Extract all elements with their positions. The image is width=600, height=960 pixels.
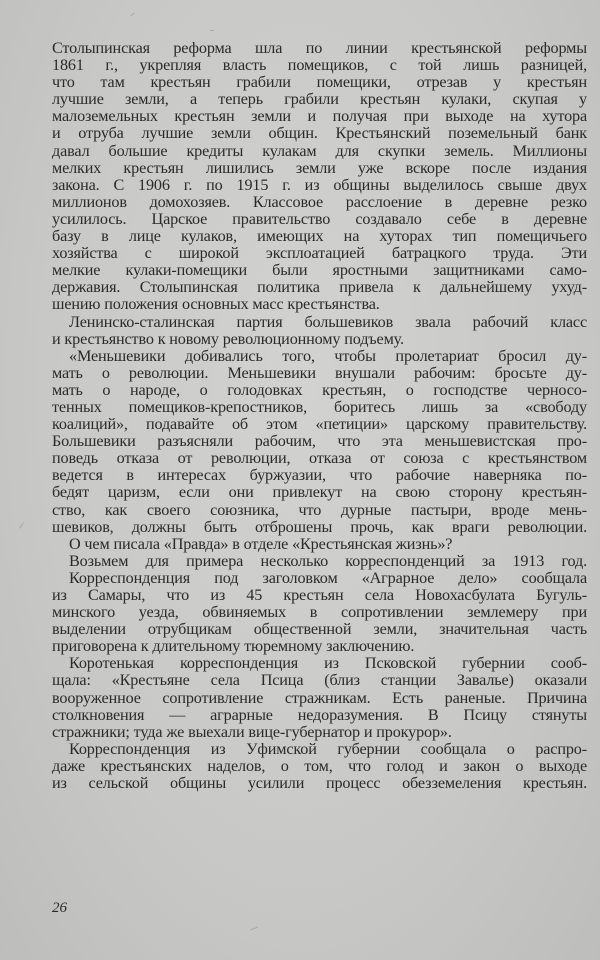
text-line: выделении отрубщикам общественной земли, значительная часть (52, 620, 587, 639)
text-line: даже крестьянских наделов, о том, что голод и закон о выходе (52, 756, 587, 775)
paper-speck (19, 522, 24, 528)
text-line: из сельской общины усилили процесс обезземеления крестьян. (52, 774, 587, 793)
text-line: малоземельных крестьян земли и получая при выходе на хутора (52, 107, 587, 126)
text-line: давал большие кредиты кулакам для скупки земель. Миллионы (52, 141, 587, 160)
text-line: мать о революции. Меньшевики внушали рабочим: бросьте ду- (52, 363, 587, 382)
text-line: коалиций», подавайте об этом «петиции» царскому правительству. (52, 415, 587, 434)
text-line: вооруженное сопротивление стражникам. Есть раненые. Причина (52, 688, 587, 707)
text-line: лучшие земли, а теперь грабили крестьян кулаки, скупая у (52, 90, 587, 109)
text-line: мелких крестьян лишились земли уже вскоре после издания (52, 158, 587, 177)
text-line: Корреспонденция под заголовком «Аграрное дело» сообщала (69, 568, 587, 587)
text-line: поведь отказа от революции, отказа от союза с крестьянством (52, 449, 587, 468)
text-line: приговорена к длительному тюремному заключению. (52, 637, 415, 656)
text-line: из Самары, что из 45 крестьян села Новохасбулата Бугуль- (52, 586, 587, 604)
paper-speck (210, 30, 214, 31)
text-line: минского уезда, обвиняемых в сопротивлении землемеру при (52, 603, 587, 622)
text-line: мелкие кулаки-помещики были яростными защитниками само- (52, 261, 587, 280)
text-line: что там крестьян грабили помещики, отрезав у крестьян (52, 73, 587, 92)
text-line: хозяйства с широкой эксплоатацией батрацкого труда. Эти (52, 244, 587, 263)
text-line: Корреспонденция из Уфимской губернии сообщала о распро- (69, 739, 587, 758)
text-line: бедят царизм, если они привлекут на свою сторону крестьян- (52, 483, 587, 502)
text-line: и отруба лучшие земли общин. Крестьянский поземельный банк (52, 124, 587, 143)
text-line: тенных помещиков-крепостников, боритесь лишь за «свободу (52, 397, 587, 416)
paper-speck (250, 927, 258, 931)
text-line: шению положения основных масс крестьянства. (52, 295, 380, 314)
text-line: Столыпинская реформа шла по линии крестьянской реформы (52, 39, 587, 57)
text-line: шевиков, должны быть отброшены прочь, как враги революции. (52, 517, 587, 536)
text-line: столкновения — аграрные недоразумения. В Псицу стянуты (52, 705, 587, 724)
page-number: 26 (52, 900, 67, 916)
text-line: стражники; туда же выехали вице-губернатор и прокурор». (52, 722, 452, 741)
text-line: 1861 г., укрепляя власть помещиков, с той лишь разницей, (52, 56, 587, 75)
text-line: миллионов домохозяев. Классовое расслоение в деревне резко (52, 192, 587, 211)
text-line: базу в лице кулаков, имеющих на хуторах тип помещичьего (52, 227, 587, 246)
text-line: О чем писала «Правда» в отделе «Крестьянская жизнь»? (69, 534, 453, 553)
text-line: ство, как своего союзника, что дурные пастыри, вроде мень- (52, 500, 587, 519)
text-line: Ленинско-сталинская партия большевиков звала рабочий класс (69, 312, 587, 331)
text-line: Большевики разъясняли рабочим, что эта меньшевистская про- (52, 432, 587, 451)
text-line: мать о народе, о голодовках крестьян, о господстве черносо- (52, 380, 587, 399)
text-line: закона. С 1906 г. по 1915 г. из общины выделилось свыше двух (52, 175, 587, 194)
body-text (52, 40, 587, 792)
text-line: державия. Столыпинская политика привела к дальнейшему ухуд- (52, 278, 587, 297)
text-line: Коротенькая корреспонденция из Псковской губернии сооб- (69, 654, 587, 673)
text-line: и крестьянство к новому революционному подъему. (52, 329, 404, 348)
text-line: щала: «Крестьяне села Псица (близ станции Завалье) оказали (52, 671, 587, 690)
text-line: усилилось. Царское правительство создавало себе в деревне (52, 209, 587, 228)
text-line: Возьмем для примера несколько корреспонденций за 1913 год. (69, 551, 587, 570)
paper-speck (130, 13, 134, 17)
text-line: ведется в интересах буржуазии, что рабочие наверняка по- (52, 466, 587, 485)
text-line: «Меньшевики добивались того, чтобы пролетариат бросил ду- (69, 346, 587, 365)
